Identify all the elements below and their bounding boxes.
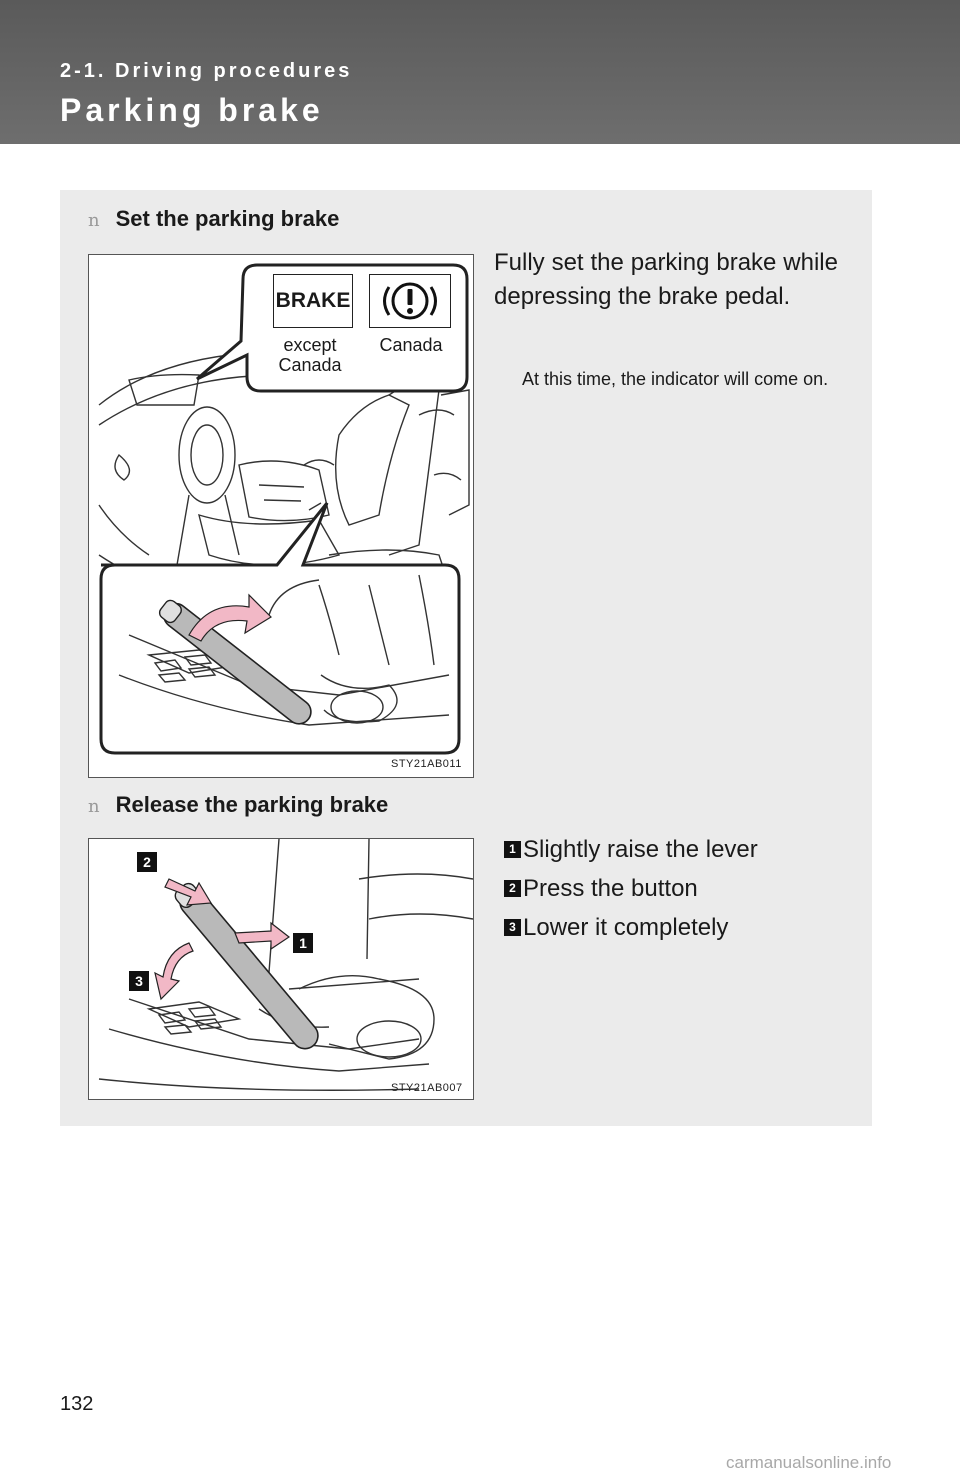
callout-badge: 1 <box>293 933 313 953</box>
page-header <box>0 0 960 144</box>
brake-warning-lamp-canada <box>369 274 451 328</box>
brake-lamp-text: BRAKE <box>275 289 351 312</box>
list-item <box>504 830 758 869</box>
step-number-badge: 1 <box>504 841 521 858</box>
step-number-badge: 3 <box>504 919 521 936</box>
label-except-canada: except Canada <box>278 335 342 375</box>
figure-code: STY21AB011 <box>391 758 462 770</box>
bullet-icon: n <box>88 210 100 231</box>
step-text: Slightly raise the lever <box>523 835 758 863</box>
car-interior-illustration <box>89 255 473 777</box>
list-item <box>504 869 758 908</box>
set-brake-heading <box>88 206 339 232</box>
indicator-note: At this time, the indicator will come on. <box>522 369 829 389</box>
figure-code: STY21AB007 <box>391 1082 463 1094</box>
bullet-icon: n <box>88 796 100 817</box>
set-brake-figure <box>88 254 474 778</box>
release-brake-heading-text: Release the parking brake <box>115 792 389 817</box>
watermark: carmanualsonline.info <box>726 1453 892 1472</box>
set-brake-heading-text: Set the parking brake <box>115 206 340 231</box>
section-label: 2-1. Driving procedures <box>60 60 353 82</box>
set-brake-instructions: Fully set the parking brake while depressing the brake pedal. <box>494 249 838 310</box>
step-text: Press the button <box>523 874 698 902</box>
release-steps-list <box>504 830 758 947</box>
label-canada: Canada <box>379 335 443 355</box>
brake-lever-illustration <box>89 839 473 1099</box>
release-brake-figure <box>88 838 474 1100</box>
exclamation-in-circle-icon <box>370 275 450 327</box>
callout-badge: 3 <box>129 971 149 991</box>
page-title: Parking brake <box>60 92 324 128</box>
step-text: Lower it completely <box>523 913 729 941</box>
release-brake-heading <box>88 792 388 818</box>
list-item <box>504 908 758 947</box>
step-number-badge: 2 <box>504 880 521 897</box>
page-number: 132 <box>60 1393 94 1415</box>
callout-badge: 2 <box>137 852 157 872</box>
brake-indicator-lamp <box>273 274 353 328</box>
